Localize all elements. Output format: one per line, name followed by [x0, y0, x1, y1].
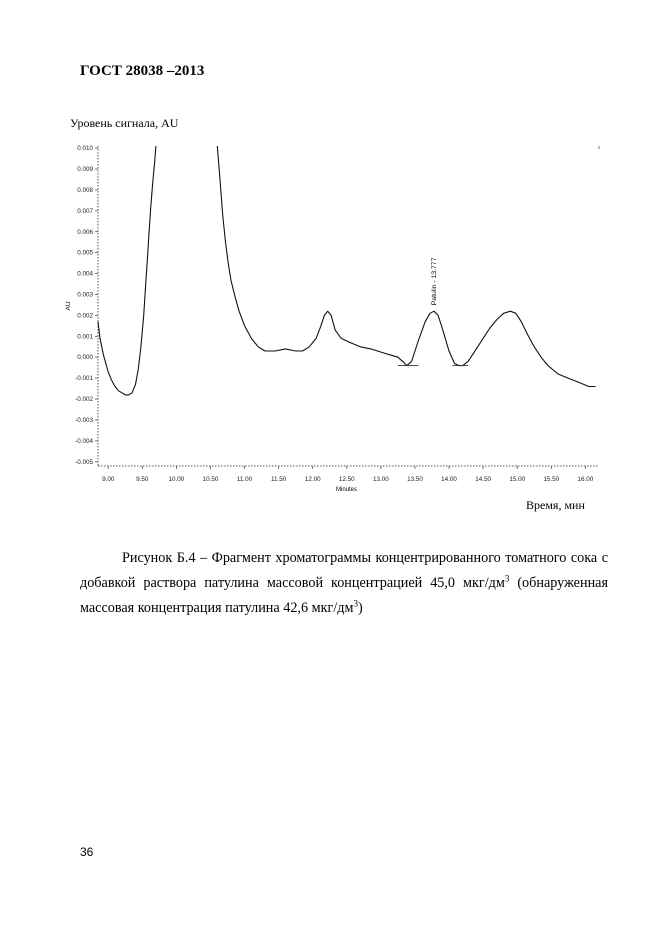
x-tick-label: 13.00	[372, 476, 389, 483]
x-axis-title: Minutes	[335, 487, 358, 493]
x-tick-label: 12.50	[338, 476, 355, 483]
y-tick-label: 0.007	[77, 207, 93, 215]
document-header: ГОСТ 28038 –2013	[80, 63, 205, 79]
caption-close: )	[357, 600, 363, 616]
x-tick-label: 10.50	[202, 476, 219, 483]
x-tick-label: 11.50	[270, 476, 287, 483]
page-number: 36	[80, 845, 94, 859]
x-tick-label: 10.00	[168, 476, 185, 483]
y-tick-label: 0.010	[77, 145, 93, 153]
x-tick-label: 14.00	[441, 476, 457, 483]
x-tick-label: 9.00	[102, 476, 115, 483]
peak-label: Patulin - 13.777	[431, 257, 439, 306]
y-tick-label: -0.002	[75, 396, 93, 404]
caption-main: Рисунок Б.4 – Фрагмент хроматограммы концентрированного томатного сока с добавкой раствора патулина массовой концентрацией 45,0 мкг/дм	[80, 550, 608, 591]
x-axis-caption: Время, мин	[526, 498, 585, 512]
x-tick-label: 14.50	[475, 476, 492, 483]
y-tick-label: 0.003	[77, 291, 93, 299]
y-tick-label: -0.004	[75, 437, 93, 445]
y-axis-title: AU	[65, 301, 72, 311]
x-tick-label: 15.50	[543, 476, 560, 483]
x-tick-label: 16.00	[577, 476, 594, 483]
y-tick-label: -0.005	[75, 458, 93, 466]
caption-superscript-1: 3	[504, 573, 510, 584]
x-tick-label: 12.00	[304, 476, 321, 483]
chromatogram-trace-2	[217, 146, 595, 387]
y-tick-label: 0.000	[77, 354, 93, 362]
x-tick-label: 9.50	[136, 476, 149, 483]
y-tick-label: 0.002	[77, 312, 93, 320]
x-tick-label: 11.00	[236, 476, 253, 483]
y-tick-label: 0.005	[77, 249, 93, 257]
caption-tail: (обнаруженная массовая концентрация патулина 42,6 мкг/дм	[80, 575, 608, 616]
x-tick-label: 13.50	[407, 476, 423, 483]
y-tick-label: 0.001	[77, 333, 93, 341]
x-tick-label: 15.00	[509, 476, 526, 483]
y-tick-label: 0.004	[77, 270, 93, 278]
y-tick-label: 0.008	[77, 186, 93, 194]
y-tick-label: -0.001	[75, 375, 93, 383]
y-axis-caption: Уровень сигнала, AU	[70, 116, 179, 130]
y-tick-label: 0.009	[77, 166, 93, 174]
chart-annotations	[431, 257, 438, 305]
chart-series	[98, 146, 596, 395]
chromatogram-trace-1	[98, 146, 156, 395]
figure-caption	[80, 546, 608, 621]
y-tick-label: 0.006	[77, 228, 93, 236]
caption-superscript-2: 3	[353, 598, 358, 609]
y-tick-label: -0.003	[75, 416, 93, 424]
